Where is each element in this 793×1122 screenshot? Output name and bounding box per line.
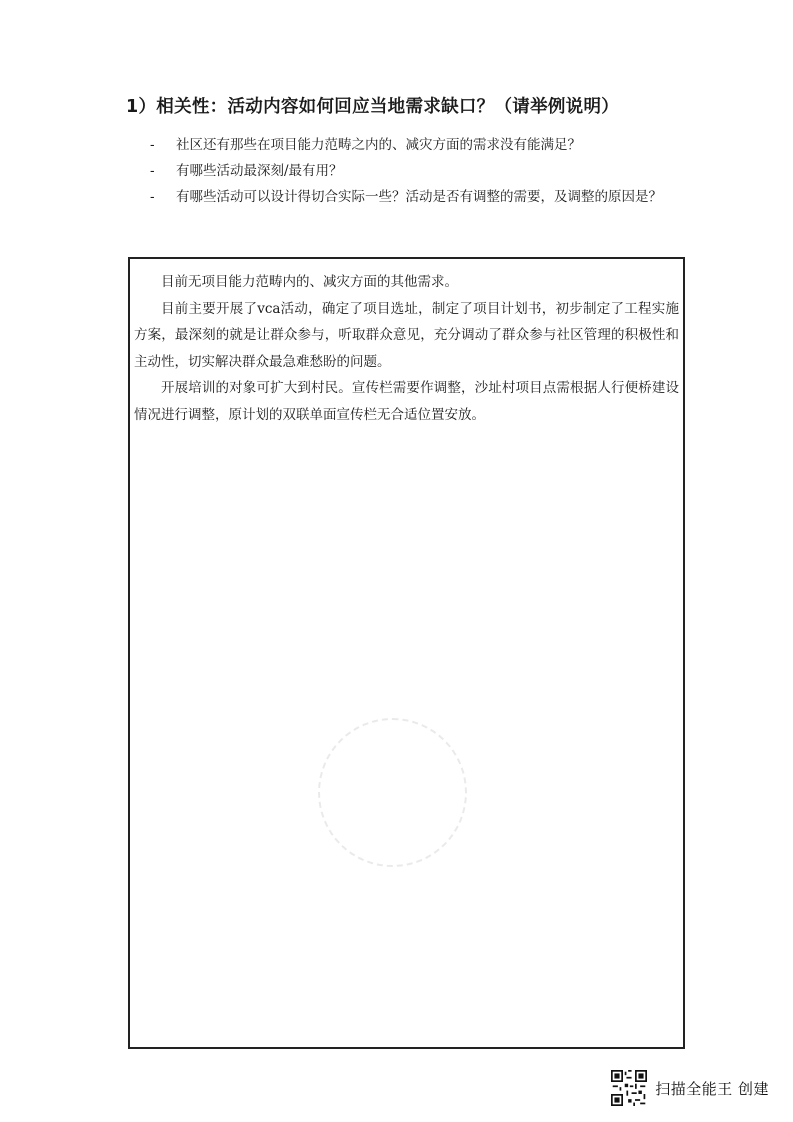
guiding-question (150, 184, 710, 210)
section-heading: 1）相关性：活动内容如何回应当地需求缺口？（请举例说明） (126, 97, 620, 117)
guiding-question (150, 132, 710, 158)
bullet-dash: - (150, 163, 155, 179)
answer-box (128, 257, 685, 1049)
bullet-dash: - (150, 189, 155, 205)
qr-code-icon (611, 1070, 647, 1106)
answer-paragraph: 开展培训的对象可扩大到村民。宣传栏需要作调整，沙址村项目点需根据人行便桥建设情况进行调整，原计划的双联单面宣传栏无合适位置安放。 (134, 380, 679, 423)
question-text: 社区还有那些在项目能力范畴之内的、减灾方面的需求没有能满足？ (176, 137, 581, 153)
faint-stamp-mark (318, 718, 467, 867)
scanner-watermark (611, 1070, 769, 1106)
answer-paragraph: 目前主要开展了vca活动，确定了项目选址，制定了项目计划书，初步制定了工程实施方案，最深刻的就是让群众参与，听取群众意见，充分调动了群众参与社区管理的积极性和主动性，切实解决群众最急难愁盼的问题。 (134, 300, 679, 370)
guiding-questions (150, 132, 710, 210)
bullet-dash: - (150, 137, 155, 153)
question-text: 有哪些活动可以设计得切合实际一些？活动是否有调整的需要，及调整的原因是？ (176, 189, 662, 205)
scanner-watermark-text: 扫描全能王 创建 (655, 1079, 769, 1098)
answer-paragraph: 目前无项目能力范畴内的、减灾方面的其他需求。 (161, 274, 458, 290)
question-text: 有哪些活动最深刻/最有用？ (176, 163, 343, 179)
guiding-question (150, 158, 710, 184)
